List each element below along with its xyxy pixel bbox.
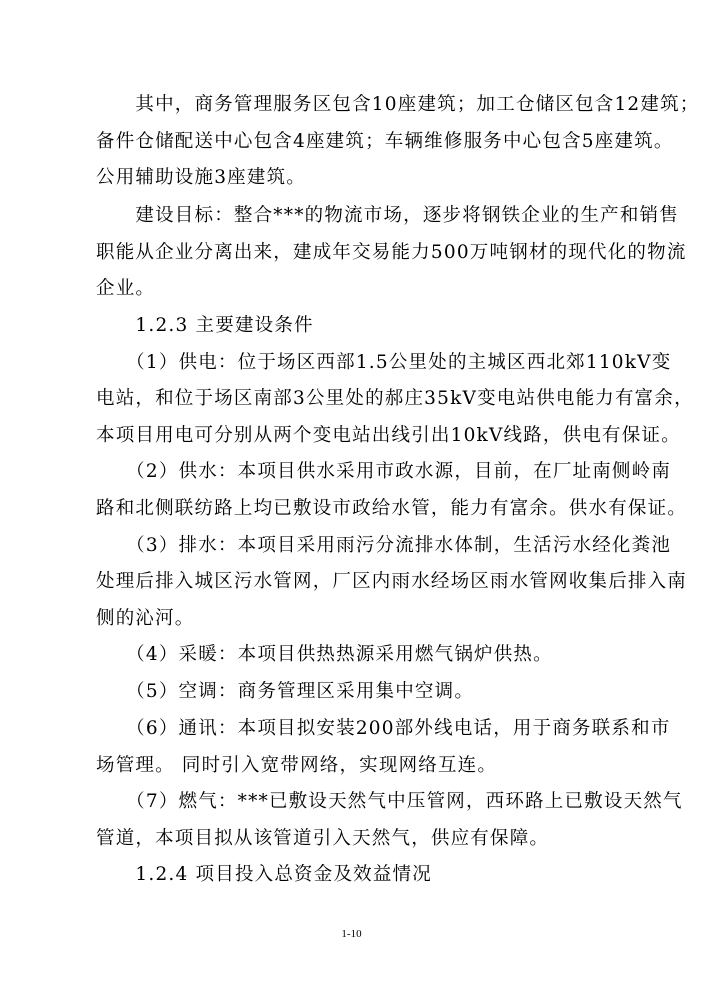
text-line: 备件仓储配送中心包含4座建筑；车辆维修服务中心包含5座建筑。 — [96, 131, 674, 152]
section-heading: 1.2.4 项目投入总资金及效益情况 — [96, 864, 432, 885]
text-line: （6）通讯：本项目拟安装200部外线电话，用于商务联系和市 — [96, 718, 671, 739]
text-line: 企业。 — [96, 278, 156, 299]
page-number: 1-10 — [341, 928, 362, 940]
text-line: 路和北侧联纺路上均已敷设市政给水管，能力有富余。供水有保证。 — [96, 498, 688, 519]
text-line: 侧的沁河。 — [96, 608, 195, 629]
text-line: 职能从企业分离出来，建成年交易能力500万吨钢材的现代化的物流 — [96, 242, 687, 263]
text-line: 其中，商务管理服务区包含10座建筑；加工仓储区包含12建筑； — [96, 94, 700, 115]
section-heading: 1.2.3 主要建设条件 — [96, 315, 314, 336]
text-line: 建设目标：整合***的物流市场，逐步将钢铁企业的生产和销售 — [96, 205, 679, 226]
text-line: （1）供电：位于场区西部1.5公里处的主城区西北郊110kV变 — [96, 352, 672, 373]
text-line: （3）排水：本项目采用雨污分流排水体制，生活污水经化粪池 — [96, 535, 672, 556]
text-line: 管道，本项目拟从该管道引入天然气，供应有保障。 — [96, 828, 550, 849]
text-line: （2）供水：本项目供水采用市政水源，目前，在厂址南侧岭南 — [96, 461, 672, 482]
text-line: （7）燃气：***已敷设天然气中压管网，西环路上已敷设天然气 — [96, 791, 683, 812]
text-line: 公用辅助设施3座建筑。 — [96, 167, 306, 188]
text-line: 本项目用电可分别从两个变电站出线引出10kV线路，供电有保证。 — [96, 425, 681, 446]
text-line: （4）采暖：本项目供热热源采用燃气锅炉供热。 — [96, 644, 553, 665]
text-line: （5）空调：商务管理区采用集中空调。 — [96, 681, 475, 702]
text-line: 场管理。 同时引入宽带网络，实现网络互连。 — [96, 755, 498, 776]
text-line: 处理后排入城区污水管网，厂区内雨水经场区雨水管网收集后排入南 — [96, 571, 688, 592]
text-line: 电站，和位于场区南部3公里处的郝庄35kV变电站供电能力有富余， — [96, 388, 694, 409]
